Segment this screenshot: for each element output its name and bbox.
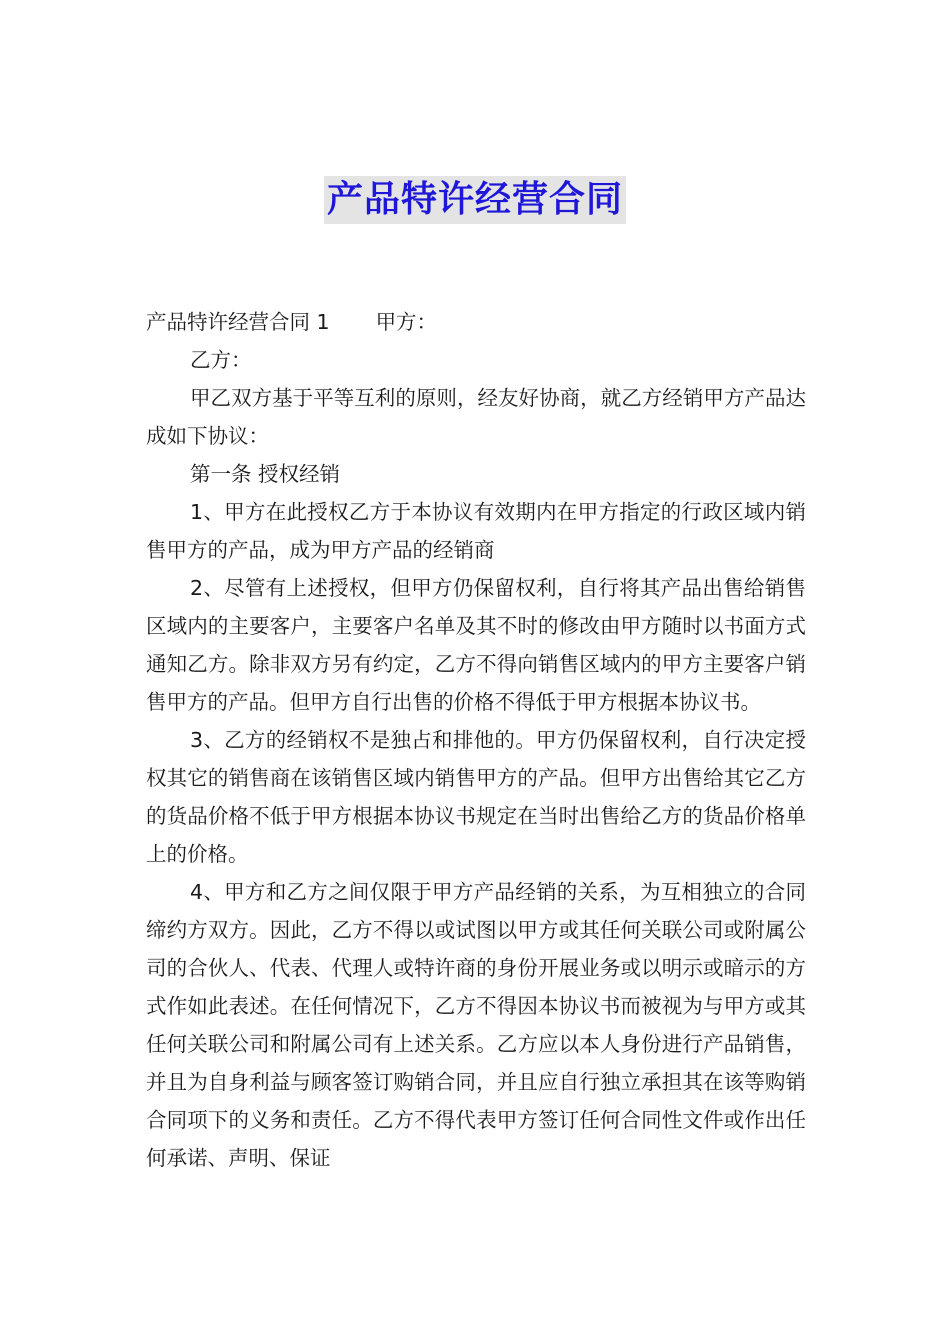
party-b-label: 乙方： [190, 348, 252, 372]
paragraph: 2、尽管有上述授权，但甲方仍保留权利，自行将其产品出售给销售区域内的主要客户，主要客户名单及其不时的修改由甲方随时以书面方式通知乙方。除非双方另有约定，乙方不得向销售区域内的甲方主要客户销售甲方的产品。但甲方自行出售的价格不得低于甲方根据本协议书。 [146, 576, 806, 714]
party-a-label: 甲方： [375, 310, 438, 334]
paragraph: 3、乙方的经销权不是独占和排他的。甲方仍保留权利，自行决定授权其它的销售商在该销售区域内销售甲方的产品。但甲方出售给其它乙方的货品价格不低于甲方根据本协议书规定在当时出售给乙方的货品价格单上的价格。 [146, 728, 806, 866]
paragraph: 4、甲方和乙方之间仅限于甲方产品经销的关系，为互相独立的合同缔约方双方。因此，乙方不得以或试图以甲方或其任何关联公司或附属公司的合伙人、代表、代理人或特许商的身份开展业务或以明示或暗示的方式作如此表述。在任何情况下，乙方不得因本协议书而被视为与甲方或其任何关联公司和附属公司有上述关系。乙方应以本人身份进行产品销售，并且为自身利益与顾客签订购销合同，并且应自行独立承担其在该等购销合同项下的义务和责任。乙方不得代表甲方签订任何合同性文件或作出任何承诺、声明、保证 [146, 880, 806, 1170]
intro-line [146, 303, 806, 341]
title-container [0, 176, 950, 224]
paragraph: 1、甲方在此授权乙方于本协议有效期内在甲方指定的行政区域内销售甲方的产品，成为甲方产品的经销商 [146, 500, 806, 562]
document-body [146, 303, 806, 1177]
paragraph: 甲乙双方基于平等互利的原则，经友好协商，就乙方经销甲方产品达成如下协议： [146, 386, 806, 448]
document-title: 产品特许经营合同 [324, 176, 626, 224]
article-heading: 第一条 授权经销 [190, 462, 341, 486]
intro-heading: 产品特许经营合同 1 [146, 310, 330, 334]
